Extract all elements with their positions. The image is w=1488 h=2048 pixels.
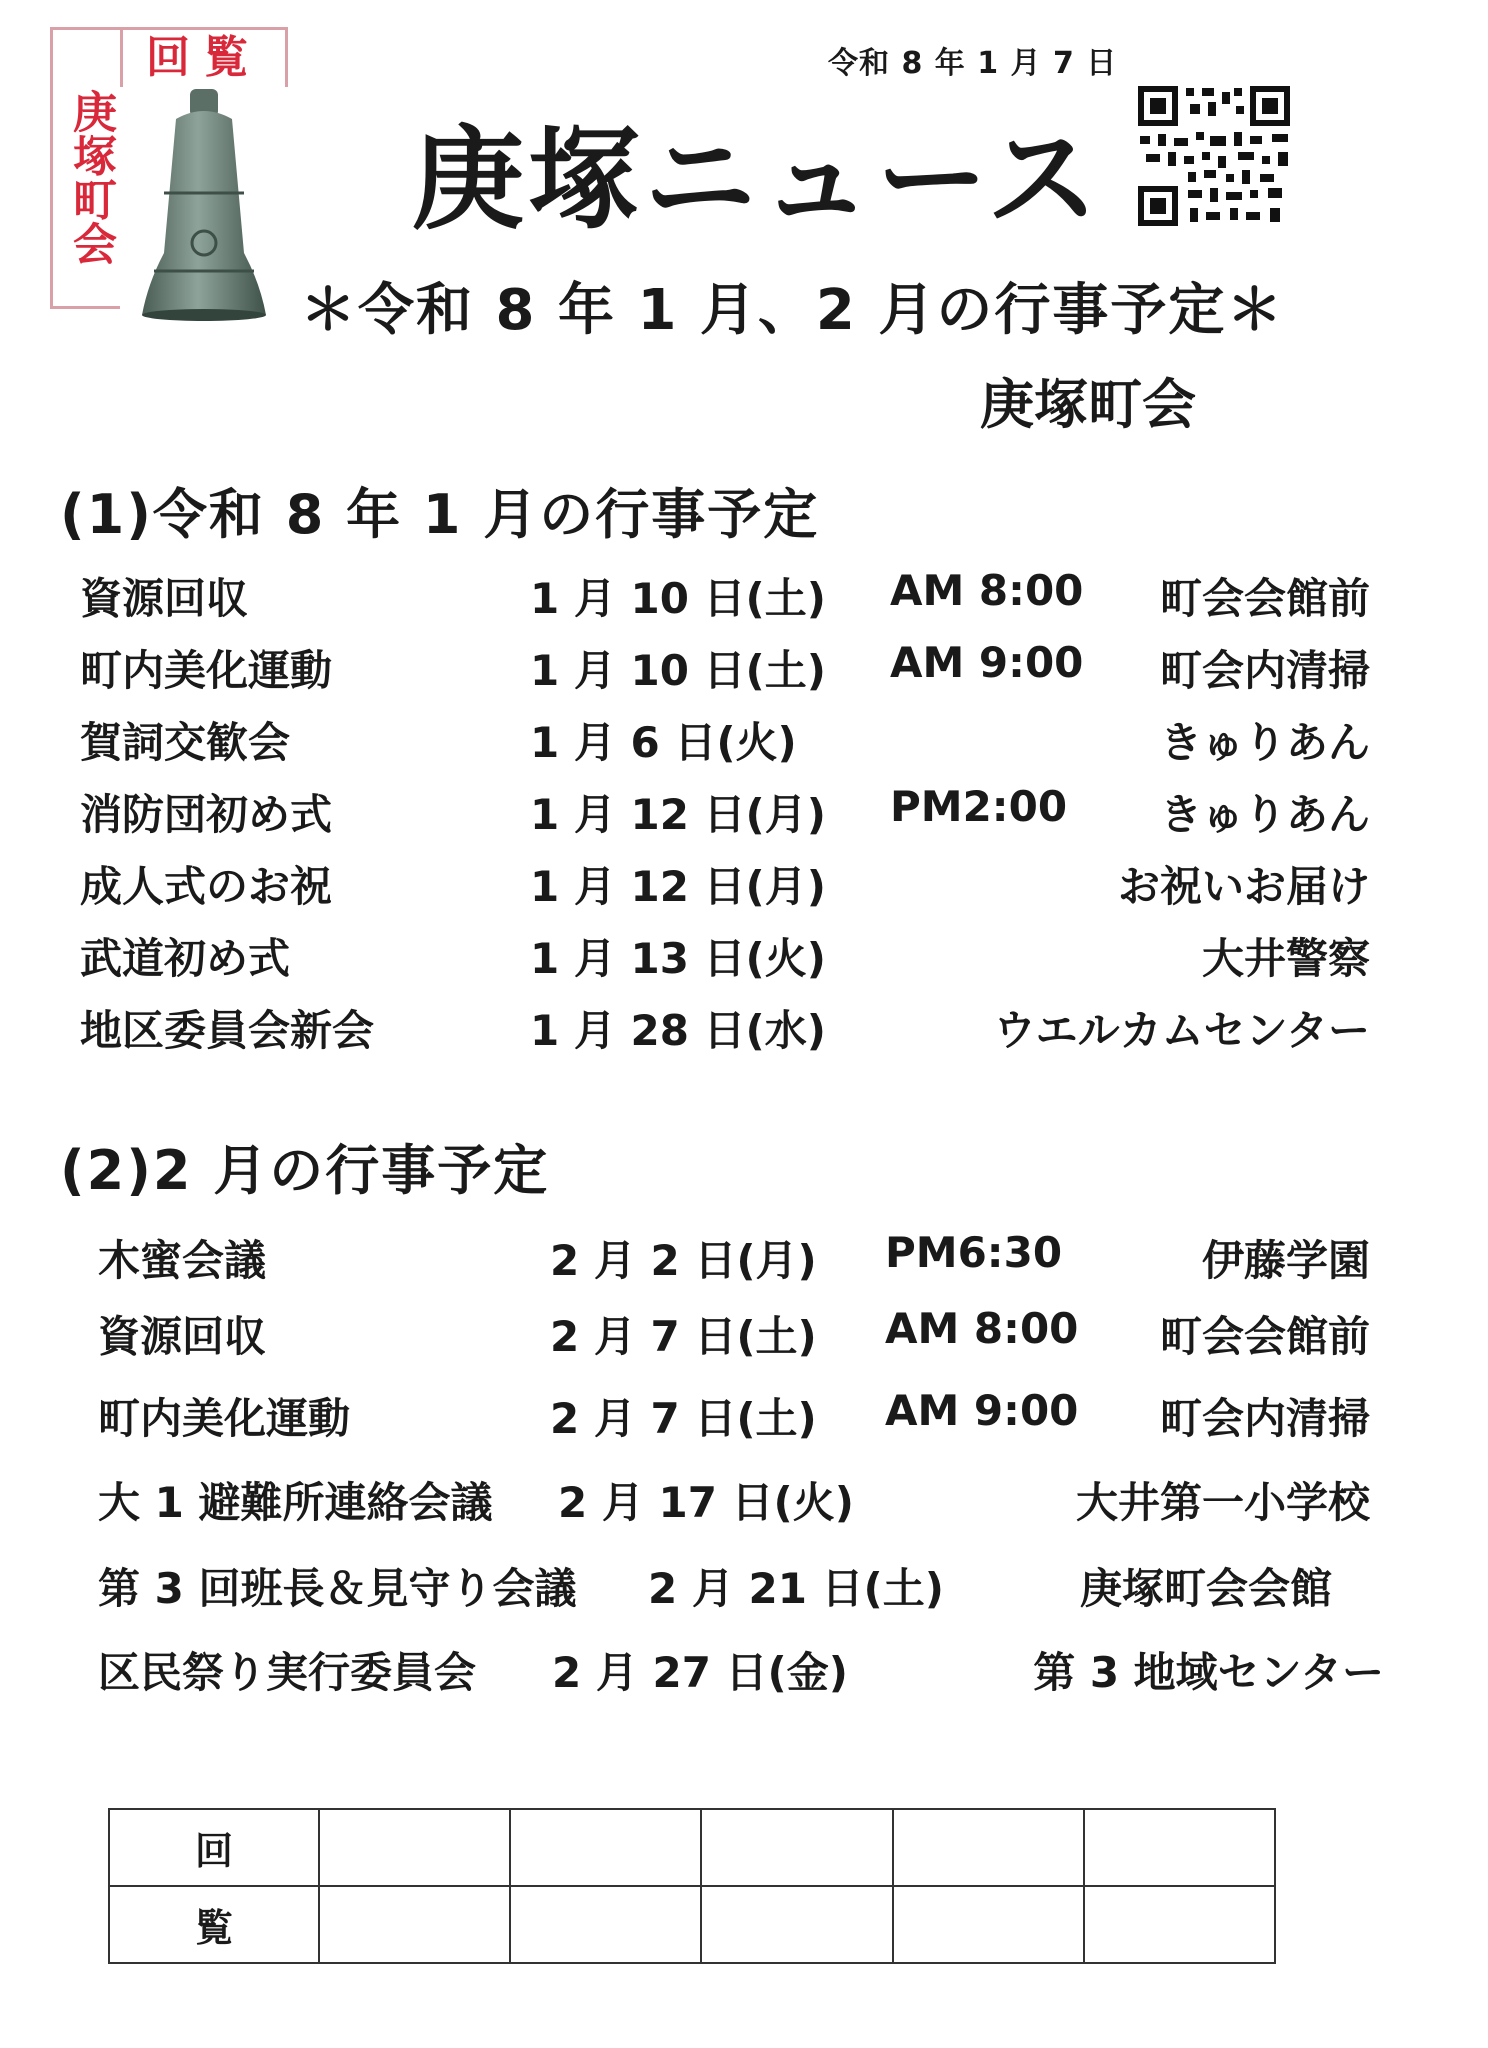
event-row: [0, 926, 1488, 986]
section-february-title: (2)2 月の行事予定: [60, 1139, 550, 1202]
event-name: 地区委員会新会: [80, 1006, 375, 1055]
event-row: [0, 782, 1488, 842]
event-name: 資源回収: [98, 1312, 267, 1361]
signature-cell: [319, 1886, 510, 1963]
event-place: 庚塚町会会館: [1079, 1564, 1332, 1613]
event-place: 町会内清掃: [1159, 1394, 1370, 1443]
event-row: [0, 998, 1488, 1058]
event-date: 2 月 2 日(月): [550, 1236, 817, 1285]
stamp-side-text: 庚塚町会: [65, 89, 116, 265]
newsletter-title: 庚塚ニュース: [412, 115, 1103, 245]
event-name: 賀詞交歓会: [80, 718, 291, 767]
event-name: 大 1 避難所連絡会議: [98, 1478, 493, 1527]
circulation-stamp: [50, 27, 288, 309]
event-place: 町会会館前: [1159, 1312, 1370, 1361]
event-name: 町内美化運動: [80, 646, 333, 695]
signature-cell: [701, 1886, 892, 1963]
event-place: 伊藤学園: [1201, 1236, 1370, 1285]
event-date: 1 月 12 日(月): [530, 862, 826, 911]
event-date: 1 月 10 日(土): [530, 646, 826, 695]
event-row: [0, 710, 1488, 770]
event-date: 1 月 13 日(火): [530, 934, 826, 983]
event-row: [0, 854, 1488, 914]
event-date: 2 月 17 日(火): [558, 1478, 854, 1527]
qr-code-icon: [1138, 86, 1290, 226]
event-time: PM6:30: [885, 1228, 1063, 1277]
event-place: きゅりあん: [1159, 718, 1370, 767]
event-name: 資源回収: [80, 574, 249, 623]
event-name: 木蜜会議: [98, 1236, 267, 1285]
event-place: ウエルカムセンター: [993, 1006, 1370, 1055]
issue-date: 令和 8 年 1 月 7 日: [828, 46, 1118, 81]
signature-cell: [1084, 1809, 1275, 1886]
event-name: 区民祭り実行委員会: [98, 1648, 477, 1697]
event-place: 第 3 地域センター: [1033, 1648, 1384, 1697]
event-name: 消防団初め式: [80, 790, 333, 839]
event-time: AM 8:00: [890, 566, 1084, 615]
event-row: [0, 566, 1488, 626]
event-place: お祝いお届け: [1117, 862, 1370, 911]
event-name: 第 3 回班長＆見守り会議: [98, 1564, 577, 1613]
signature-cell: [893, 1886, 1084, 1963]
bell-icon: [120, 83, 288, 323]
event-row: [0, 1556, 1488, 1616]
event-place: 町会会館前: [1159, 574, 1370, 623]
event-place: 大井第一小学校: [1075, 1478, 1370, 1527]
event-time: PM2:00: [890, 782, 1068, 831]
event-date: 2 月 27 日(金): [552, 1648, 848, 1697]
event-name: 成人式のお祝: [80, 862, 333, 911]
event-time: AM 9:00: [890, 638, 1084, 687]
event-date: 2 月 7 日(土): [550, 1312, 817, 1361]
event-date: 1 月 28 日(水): [530, 1006, 826, 1055]
event-place: 大井警察: [1201, 934, 1370, 983]
event-date: 2 月 21 日(土): [648, 1564, 944, 1613]
section-january-title: (1)令和 8 年 1 月の行事予定: [60, 483, 820, 546]
signature-cell: [510, 1809, 701, 1886]
stamp-top-text: 回覧: [120, 27, 288, 87]
event-time: AM 8:00: [885, 1304, 1079, 1353]
circulation-table: [108, 1808, 1276, 1964]
event-row: [0, 1386, 1488, 1446]
signature-cell: [1084, 1886, 1275, 1963]
event-time: AM 9:00: [885, 1386, 1079, 1435]
event-place: 町会内清掃: [1159, 646, 1370, 695]
event-date: 1 月 12 日(月): [530, 790, 826, 839]
event-row: [0, 1640, 1488, 1700]
event-row: [0, 1470, 1488, 1530]
signature-cell: [701, 1809, 892, 1886]
event-name: 武道初め式: [80, 934, 291, 983]
signature-cell: [319, 1809, 510, 1886]
event-place: きゅりあん: [1159, 790, 1370, 839]
schedule-subtitle: ＊令和 8 年 1 月、2 月の行事予定＊: [300, 278, 1285, 343]
event-date: 1 月 10 日(土): [530, 574, 826, 623]
circulation-label-bottom: 覧: [109, 1886, 319, 1963]
event-date: 1 月 6 日(火): [530, 718, 797, 767]
organization-name: 庚塚町会: [980, 373, 1196, 436]
event-row: [0, 638, 1488, 698]
event-name: 町内美化運動: [98, 1394, 351, 1443]
event-row: [0, 1228, 1488, 1288]
signature-cell: [893, 1809, 1084, 1886]
signature-cell: [510, 1886, 701, 1963]
event-date: 2 月 7 日(土): [550, 1394, 817, 1443]
circulation-label-top: 回: [109, 1809, 319, 1886]
event-row: [0, 1304, 1488, 1364]
